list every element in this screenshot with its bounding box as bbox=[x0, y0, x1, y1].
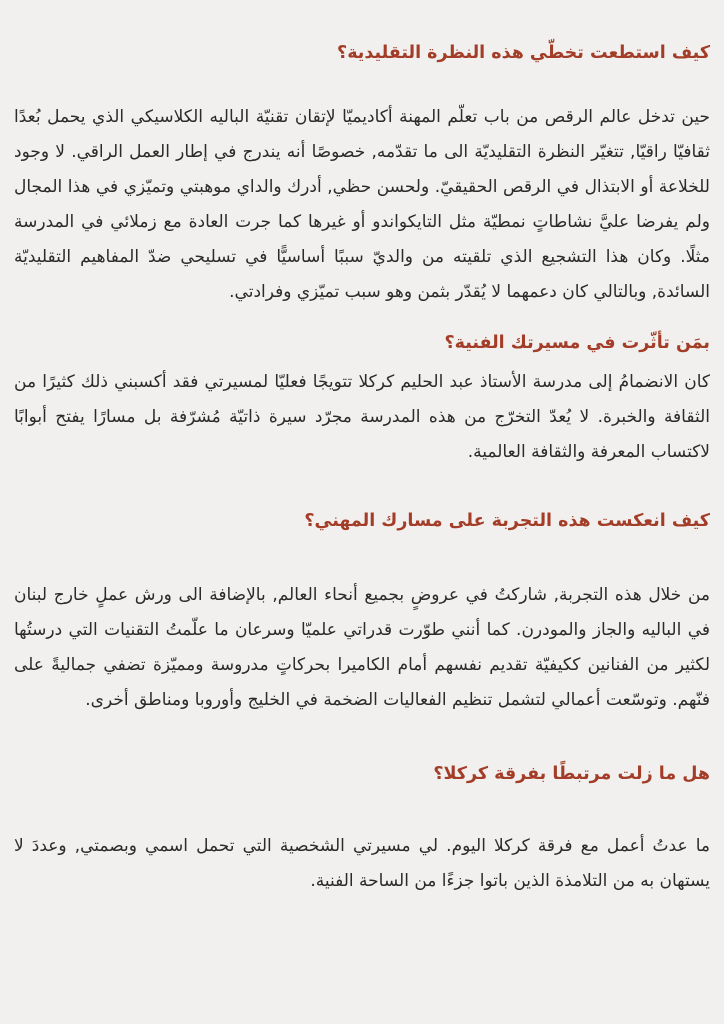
qa-section bbox=[14, 763, 710, 899]
interview-answer-paragraph: ما عدتُ أعمل مع فرقة كركلا اليوم. لي مسيرتي الشخصية التي تحمل اسمي وبصمتي, وعددَ لا يستهان به من التلامذة الذين باتوا جزءًا من الساحة الفنية. bbox=[14, 835, 710, 891]
qa-section bbox=[14, 510, 710, 718]
qa-section bbox=[14, 42, 710, 310]
interview-answer-paragraph: من خلال هذه التجربة, شاركتُ في عروضٍ بجميع أنحاء العالم, بالإضافة الى ورش عملٍ خارج لبنان في الباليه والجاز والمودرن. كما أنني طوّرت قدراتي علميّا وسرعان ما علّمتُ التقنيات التي درستُها لكثير من الفنانين ككيفيّة تقديم نفسهم أمام الكاميرا بحركاتٍ مدروسة ومميّزة تضفي جماليةً على فنّهم. وتوسّعت أعمالي لتشمل تنظيم الفعاليات الضخمة في الخليج وأوروبا ومناطق أخرى. bbox=[14, 584, 710, 710]
interview-question-heading: كيف استطعت تخطّي هذه النظرة التقليدية؟ bbox=[337, 43, 710, 63]
interview-question-heading: هل ما زلت مرتبطًا بفرقة كركلا؟ bbox=[433, 763, 710, 784]
interview-answer-paragraph: حين تدخل عالم الرقص من باب تعلّم المهنة أكاديميّا لإتقان تقنيّة الباليه الكلاسيكي الذي يحمل بُعدًا ثقافيّا راقيّا, تتغيّر النظرة التقليديّة الى ما تقدّمه, خصوصًا أنه يندرج في إطار العمل الراقي. لا وجود للخلاعة أو الابتذال في الرقص الحقيقيّ. ولحسن حظي, أدرك والداي موهبتي وتميّزي في هذا المجال ولم يفرضا عليَّ نشاطاتٍ نمطيّة مثل التايكواندو أو غيرها كما جرت العادة مع زملائي في المدرسة مثلًا. وكان هذا التشجيع الذي تلقيته من والديّ سببًا أساسيًّا في تسليحي ضدّ المفاهيم التقليديّة السائدة, وبالتالي كان دعمهما لا يُقدّر بثمن وهو سبب تميّزي وفرادتي. bbox=[14, 106, 710, 302]
qa-section bbox=[14, 332, 710, 471]
interview-question-heading: بمَن تأثّرت في مسيرتك الفنية؟ bbox=[444, 332, 710, 353]
interview-answer-paragraph: كان الانضمامُ إلى مدرسة الأستاذ عبد الحليم كركلا تتويجًا فعليّا لمسيرتي فقد أكسبني ذلك كثيرًا من الثقافة والخبرة. لا يُعدّ التخرّج من هذه المدرسة مجرّد سيرة ذاتيّة مُشرّفة بل مسارًا يفتح أبوابًا لاكتساب المعرفة والثقافة العالمية. bbox=[14, 372, 710, 463]
interview-question-heading: كيف انعكست هذه التجربة على مسارك المهني؟ bbox=[304, 511, 710, 532]
